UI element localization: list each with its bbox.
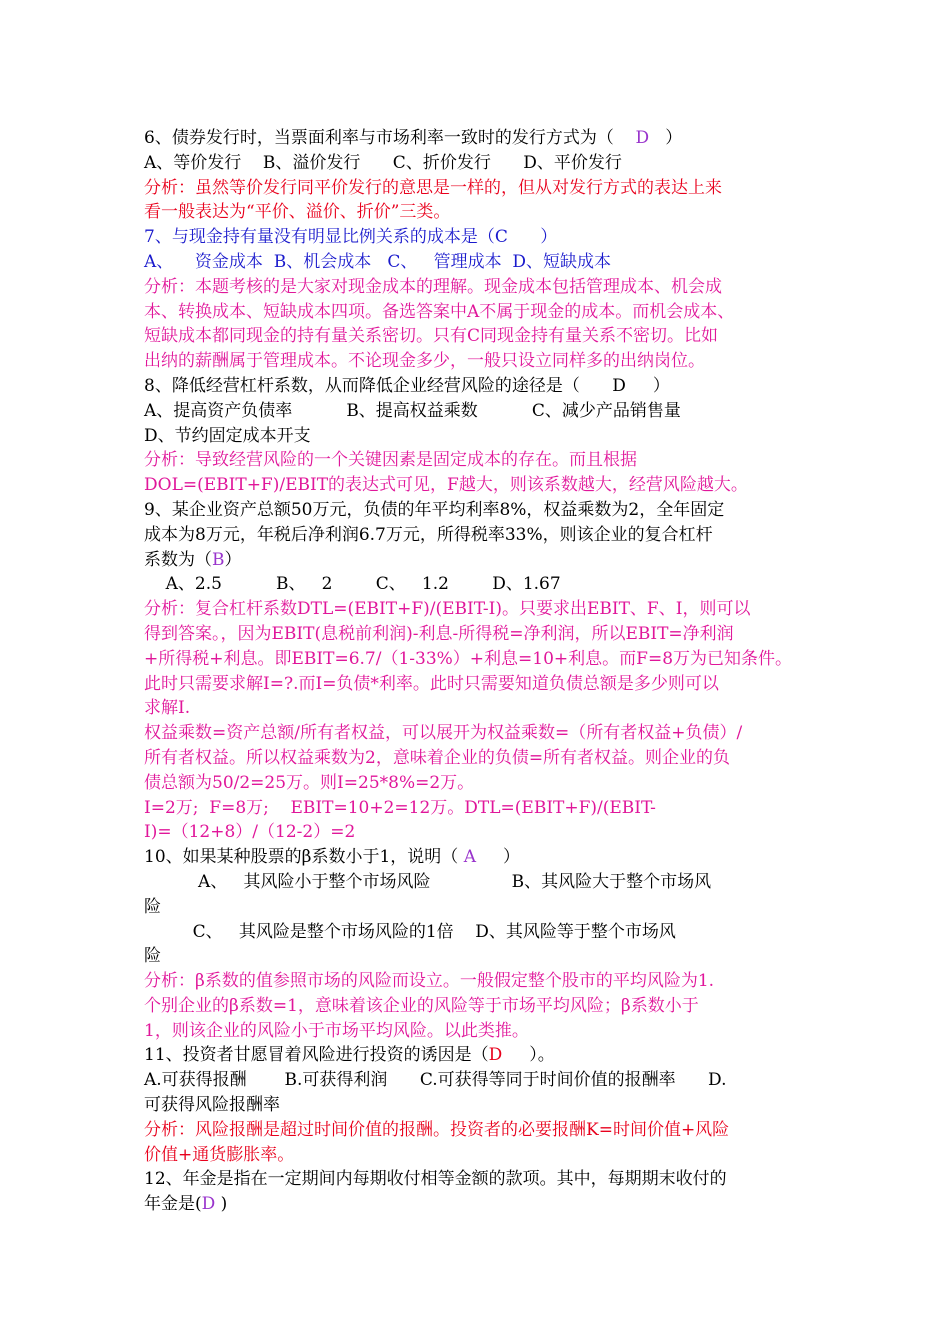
text-line [144, 1143, 809, 1168]
line-text: 11、投资者甘愿冒着风险进行投资的诱因是（ [144, 1045, 489, 1066]
line-text: 分析：复合杠杆系数DTL=(EBIT+F)/(EBIT-I)。只要求出EBIT、F、I，则可以 [144, 599, 751, 620]
line-text: 个别企业的β系数=1，意味着该企业的风险等于市场平均风险；β系数小于 [144, 995, 699, 1016]
text-line [144, 820, 809, 845]
text-line [144, 151, 809, 176]
text-line [144, 845, 809, 870]
line-text: 分析：本题考核的是大家对现金成本的理解。现金成本包括管理成本、机会成 [144, 276, 722, 297]
line-text: ） [649, 128, 683, 148]
text-line [144, 721, 809, 746]
text-line [144, 1192, 809, 1217]
text-line [144, 969, 809, 994]
line-text: 分析：风险报酬是超过时间价值的报酬。投资者的必要报酬K=时间价值+风险 [144, 1119, 730, 1140]
line-text: I=2万; F=8万; EBIT=10+2=12万。DTL=(EBIT+F)/(EBIT- [144, 797, 656, 818]
text-line [144, 448, 809, 473]
text-line [144, 647, 809, 672]
text-line [144, 672, 809, 697]
line-text: DOL=(EBIT+F)/EBIT的表达式可见，F越大，则该系数越大，经营风险越大。 [144, 475, 748, 496]
text-line [144, 473, 809, 498]
text-line [144, 548, 809, 573]
text-line [144, 796, 809, 821]
text-line [144, 1068, 809, 1093]
line-text: 本、转换成本、短缺成本四项。备选答案中A不属于现金的成本。而机会成本、 [144, 301, 735, 322]
text-line [144, 944, 809, 969]
text-line [144, 176, 809, 201]
line-text: 6、债券发行时，当票面利率与市场利率一致时的发行方式为（ [144, 128, 636, 148]
text-line [144, 1167, 809, 1192]
line-text: 9、某企业资产总额50万元，负债的年平均利率8%，权益乘数为2，全年固定 [144, 499, 725, 520]
text-line [144, 1043, 809, 1068]
line-text: ）。 [502, 1045, 555, 1066]
line-text: 分析：虽然等价发行同平价发行的意思是一样的，但从对发行方式的表达上来 [144, 177, 722, 198]
line-text: A、 资金成本 B、机会成本 C、 管理成本 D、短缺成本 [144, 251, 612, 272]
line-text: 7、与现金持有量没有明显比例关系的成本是（C ） [144, 227, 558, 248]
line-text: 年金是( [144, 1194, 202, 1215]
text-line [144, 1093, 809, 1118]
answer-mark: A [463, 847, 476, 868]
line-text: +所得税+利息。即EBIT=6.7/（1-33%）+利息=10+利息。而F=8万为已知条件。 [144, 648, 793, 669]
line-text: 求解I. [144, 698, 191, 719]
text-line [144, 622, 809, 647]
line-text: I)=（12+8）/（12-2）=2 [144, 822, 356, 843]
line-text: 可获得风险报酬率 [144, 1095, 280, 1116]
text-line [144, 424, 809, 449]
line-text: ） [224, 549, 242, 570]
text-line [144, 771, 809, 796]
line-text: 分析：导致经营风险的一个关键因素是固定成本的存在。而且根据 [144, 450, 637, 471]
line-text: 债总额为50/2=25万。则I=25*8%=2万。 [144, 772, 475, 793]
line-text: 8、降低经营杠杆系数，从而降低企业经营风险的途径是（ D ） [144, 375, 670, 396]
line-text: 所有者权益。所以权益乘数为2，意味着企业的负债=所有者权益。则企业的负 [144, 747, 731, 768]
text-line [144, 200, 809, 225]
line-text: 价值+通货膨胀率。 [144, 1144, 295, 1165]
text-line [144, 498, 809, 523]
text-line [144, 696, 809, 721]
line-text: A.可获得报酬 B.可获得利润 C.可获得等同于时间价值的报酬率 D. [144, 1070, 727, 1091]
line-text: A、2.5 B、 2 C、 1.2 D、1.67 [144, 574, 561, 595]
line-text: 12、年金是指在一定期间内每期收付相等金额的款项。其中，每期期末收付的 [144, 1169, 727, 1190]
line-text: 得到答案。，因为EBIT(息税前利润)-利息-所得税=净利润，所以EBIT=净利润 [144, 623, 734, 644]
line-text: ) [215, 1194, 228, 1215]
text-line [144, 126, 809, 151]
line-text: 短缺成本都同现金的持有量关系密切。只有C同现金持有量关系不密切。比如 [144, 326, 719, 347]
text-line [144, 1118, 809, 1143]
line-text: C、 其风险是整个市场风险的1倍 D、其风险等于整个市场风 [144, 921, 676, 942]
text-line [144, 994, 809, 1019]
answer-mark: D [635, 128, 650, 148]
line-text: 分析：β系数的值参照市场的风险而设立。一般假定整个股市的平均风险为1. [144, 971, 715, 992]
text-line [144, 275, 809, 300]
text-line [144, 225, 809, 250]
answer-mark: D [201, 1194, 216, 1215]
line-text: 此时只需要求解I=?.而I=负债*利率。此时只需要知道负债总额是多少则可以 [144, 673, 719, 694]
text-line [144, 895, 809, 920]
text-line [144, 597, 809, 622]
line-text: 1，则该企业的风险小于市场平均风险。以此类推。 [144, 1020, 529, 1041]
text-line [144, 920, 809, 945]
text-line [144, 374, 809, 399]
line-text: 成本为8万元，年税后净利润6.7万元，所得税率33%，则该企业的复合杠杆 [144, 524, 713, 545]
text-line [144, 250, 809, 275]
line-text: A、等价发行 B、溢价发行 C、折价发行 D、平价发行 [144, 152, 622, 173]
line-text: 系数为（ [144, 549, 212, 570]
line-text: 险 [144, 946, 161, 967]
text-line [144, 349, 809, 374]
line-text: D、节约固定成本开支 [144, 425, 311, 446]
text-line [144, 1019, 809, 1044]
line-text: ） [475, 847, 520, 868]
line-text: A、提高资产负债率 B、提高权益乘数 C、减少产品销售量 [144, 400, 681, 421]
text-line [144, 324, 809, 349]
text-line [144, 746, 809, 771]
document-page [144, 126, 809, 1217]
text-line [144, 399, 809, 424]
text-line [144, 300, 809, 325]
answer-mark: B [212, 549, 225, 570]
line-text: A、 其风险小于整个市场风险 B、其风险大于整个市场风 [144, 871, 712, 892]
line-text: 出纳的薪酬属于管理成本。不论现金多少，一般只设立同样多的出纳岗位。 [144, 351, 705, 372]
line-text: 权益乘数=资产总额/所有者权益，可以展开为权益乘数=（所有者权益+负债）/ [144, 723, 743, 744]
line-text: 险 [144, 896, 161, 917]
text-line [144, 572, 809, 597]
line-text: 10、如果某种股票的β系数小于1，说明（ [144, 847, 464, 868]
line-text: 看一般表达为“平价、溢价、折价”三类。 [144, 202, 451, 223]
text-line [144, 523, 809, 548]
text-line [144, 870, 809, 895]
answer-mark: D [488, 1045, 503, 1066]
